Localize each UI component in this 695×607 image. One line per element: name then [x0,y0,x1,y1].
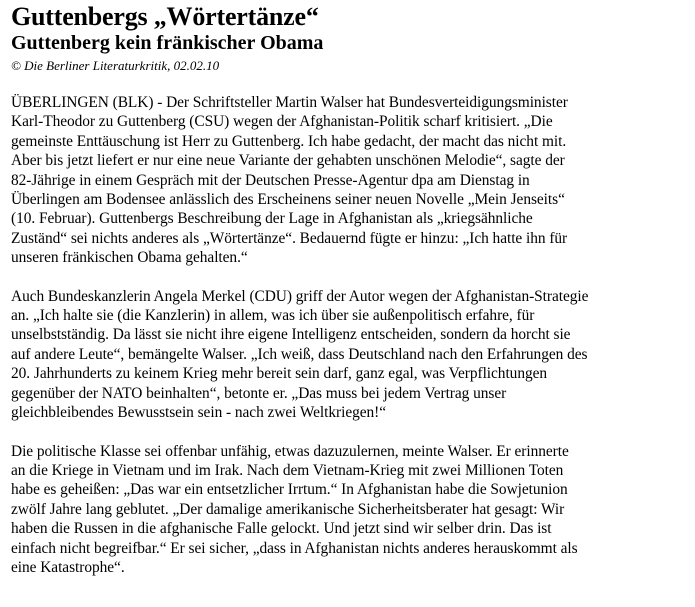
article-paragraph: Auch Bundeskanzlerin Angela Merkel (CDU) griff der Autor wegen der Afghanistan-Strategie an. „Ich halte sie (die Kanzlerin) in allem, was ich über sie außenpolitisch erfahre, für unselbstständig. Da lässt sie nicht ihre eigene Intelligenz entscheiden, sondern da horcht sie auf andere Leute“, bemängelte Walser. „Ich weiß, dass Deutschland nach den Erfahrungen des 20. Jahrhunderts zu keinem Krieg mehr bereit sein darf, ganz egal, was Verpflichtungen gegenüber der NATO beinhalten“, betonte er. „Das muss bei jedem Vertrag unser gleichbleibendes Bewusstsein sein - nach zwei Weltkriegen!“ [11,287,589,422]
article-paragraph: Die politische Klasse sei offenbar unfähig, etwas dazuzulernen, meinte Walser. Er erinnerte an die Kriege in Vietnam und im Irak. Nach dem Vietnam-Krieg mit zwei Millionen Toten habe es geheißen: „Das war ein entsetzlicher Irrtum.“ In Afghanistan habe die Sowjetunion zwölf Jahre lang geblutet. „Der damalige amerikanische Sicherheitsberater hat gesagt: Wir haben die Russen in die afghanische Falle gelockt. Und jetzt sind wir selber drin. Das ist einfach nicht begreifbar.“ Er sei sicher, „dass in Afghanistan nichts anderes herauskommt als eine Katastrophe“. [11,442,578,576]
article-subtitle: Guttenberg kein fränkischer Obama [11,32,324,54]
article-paragraph: ÜBERLINGEN (BLK) - Der Schriftsteller Martin Walser hat Bundesverteidigungsminister Karl-Theodor zu Guttenberg (CSU) wegen der Afghanistan-Politik scharf kritisiert. „Die gemeinste Enttäuschung ist Herr zu Guttenberg. Ich habe gedacht, der macht das nicht mit. Aber bis jetzt liefert er nur eine neue Variante der gehabten unschönen Melodie“, sagte der 82-Jährige in einem Gespräch mit der Deutschen Presse-Agentur dpa am Dienstag in Überlingen am Bodensee anlässlich des Erscheinens seiner neuen Novelle „Mein Jenseits“ (10. Februar). Guttenbergs Beschreibung der Lage in Afghanistan als „kriegsähnliche Zuständ“ sei nichts anderes als „Wörtertänze“. Bedauernd fügte er hinzu: „Ich hatte ihn für unseren fränkischen Obama gehalten.“ [11,94,568,267]
article-byline: © Die Berliner Literaturkritik, 02.02.10 [11,58,220,73]
article-title: Guttenbergs „Wörtertänze“ [11,2,319,31]
